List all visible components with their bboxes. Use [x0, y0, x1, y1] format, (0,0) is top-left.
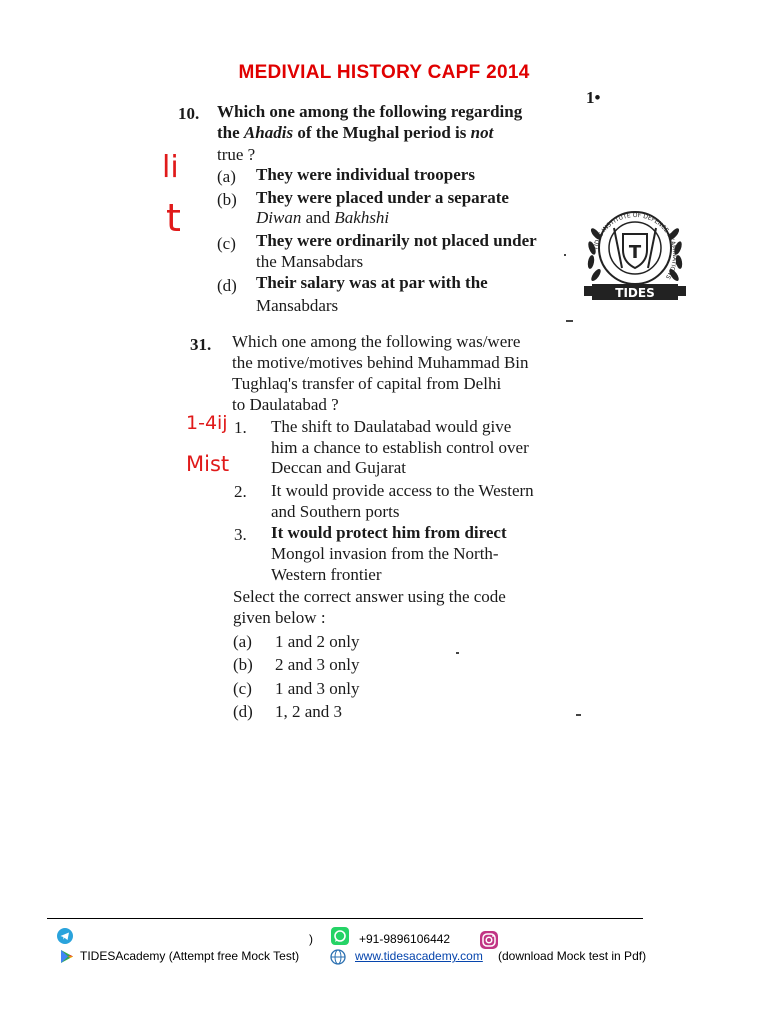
term-and: and [305, 208, 331, 227]
question-number: 10. [178, 104, 200, 123]
website-note: (download Mock test in Pdf) [498, 949, 647, 963]
option-text: 1, 2 and 3 [275, 702, 343, 721]
option-text: Mansabdars [256, 296, 339, 315]
option-label: (c) [233, 679, 252, 698]
instruction-line: Select the correct answer using the code [233, 587, 506, 606]
option-text [256, 207, 389, 228]
www-icon[interactable] [329, 949, 347, 970]
statement-label: 2. [234, 482, 247, 501]
tides-logo [578, 198, 692, 310]
option-label: (b) [233, 655, 253, 674]
stem-term: Ahadis [243, 123, 294, 142]
scan-speck [456, 652, 459, 654]
option-text: the Mansabdars [256, 252, 364, 271]
option-text: They were ordinarily not placed under [256, 231, 537, 250]
question-number: 31. [190, 335, 212, 354]
statement-text: Western frontier [271, 565, 382, 584]
question-stem-line: to Daulatabad ? [232, 395, 339, 414]
term-bakhshi: Bakhshi [334, 208, 390, 227]
instruction-line: given below : [233, 608, 326, 627]
logo-text: TIDES [615, 286, 655, 300]
footer-divider [47, 918, 643, 919]
question-stem-line [217, 122, 493, 143]
logo-emblem: T [628, 242, 642, 263]
stem-emphasis: not [470, 123, 494, 142]
handwritten-annotation: li [162, 150, 179, 185]
handwritten-annotation: Mist [186, 452, 230, 476]
option-text: They were individual troopers [256, 165, 475, 184]
option-text: They were placed under a separate [256, 188, 509, 207]
statement-text: It would provide access to the Western [271, 481, 534, 500]
scan-speck [564, 254, 566, 256]
question-stem-line: Tughlaq's transfer of capital from Delhi [232, 374, 502, 393]
question-stem-line: the motive/motives behind Muhammad Bin [232, 353, 529, 372]
telegram-icon[interactable] [57, 928, 73, 949]
website-link[interactable]: www.tidesacademy.com [355, 949, 483, 963]
handwritten-annotation: t [166, 196, 181, 240]
option-label: (a) [217, 167, 236, 186]
footer-phone[interactable]: +91-9896106442 [359, 932, 451, 946]
scan-speck [576, 714, 581, 716]
statement-text: Mongol invasion from the North- [271, 544, 499, 563]
page-marker: 1• [586, 88, 601, 107]
handwritten-annotation: 1-4ij [186, 412, 228, 434]
stem-word: the [217, 123, 240, 142]
question-stem-line: Which one among the following was/were [232, 332, 521, 351]
option-label: (d) [217, 276, 237, 295]
option-label: (d) [233, 702, 253, 721]
statement-text: The shift to Daulatabad would give [271, 417, 512, 436]
option-text: Their salary was at par with the [256, 273, 488, 292]
question-stem-line: Which one among the following regarding [217, 102, 523, 121]
option-text: 2 and 3 only [275, 655, 360, 674]
statement-label: 1. [234, 418, 247, 437]
statement-text: and Southern ports [271, 502, 400, 521]
stem-word: of the Mughal period is [297, 123, 467, 142]
option-label: (c) [217, 234, 236, 253]
logo-ring-text: TIDES INSTITUTE OF DEFENCE EXAMINATIONS [592, 211, 679, 281]
statement-text: him a chance to establish control over [271, 438, 529, 457]
option-text: 1 and 3 only [275, 679, 360, 698]
statement-text: It would protect him from direct [271, 523, 507, 542]
play-store-icon[interactable] [60, 949, 74, 969]
footer-paren: ) [309, 932, 313, 946]
term-diwan: Diwan [256, 208, 302, 227]
question-stem-line: true ? [217, 145, 256, 164]
whatsapp-icon[interactable] [331, 927, 349, 950]
page-title: MEDIVIAL HISTORY CAPF 2014 [238, 62, 530, 83]
scan-speck [566, 320, 573, 322]
statement-label: 3. [234, 525, 247, 544]
footer-telegram-text[interactable]: TIDESAcademy (Attempt free Mock Test) [80, 949, 300, 963]
option-text: 1 and 2 only [275, 632, 360, 651]
statement-text: Deccan and Gujarat [271, 458, 406, 477]
option-label: (a) [233, 632, 252, 651]
option-label: (b) [217, 190, 237, 209]
